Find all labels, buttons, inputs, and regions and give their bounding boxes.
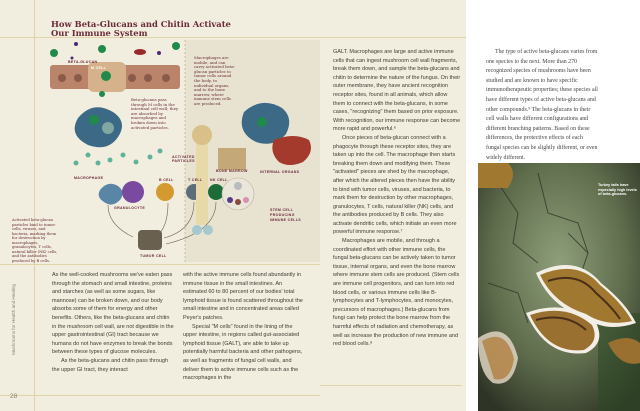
label-bone-marrow: BONE MARROW <box>216 169 248 173</box>
paragraph: with the active immune cells found abundantly in immune tissue in the small intestines. An estimated 60 to 80 percent of our bodies' total lymphoid tissue is found scattered throughout the small intestine and in concentrated areas called Peyer's patches. <box>183 272 303 321</box>
label-nk-cell: NK CELL <box>210 178 228 182</box>
paragraph: Special "M cells" found in the lining of the upper intestine, in regions called gut-associated lymphoid tissue (GALT), are able to take up potentially harmful bacteria and other pathogens, as well as fragments of fungal cell walls, and deliver them to active immune cells such as the macrophages in the <box>183 323 303 382</box>
immune-diagram <box>12 40 320 263</box>
paragraph: Macrophages are mobile, and through a coordinated effort with other immune cells, the fungal beta-glucans can be actively taken to tumor tissue, internal organs, and even the bone marrow where immune stem cells are produced. (Stem cells are immune cell progenitors, and can turn into red blood cells, or various immune cells like B-lymphocytes and T-lymphocytes, and monocytes, precursors of macrophages.) Beta-glucans from fungi can help protect the bone marrow from the harmful effects of radiation and chemotherapy, as well as increase the production of new immune and red blood cells.⁸ <box>333 238 460 348</box>
turkey-tail-photo <box>478 163 640 411</box>
right-page-text <box>486 48 598 163</box>
figure-title <box>51 20 231 38</box>
running-head: Mushrooms for Health and Healing <box>11 284 16 355</box>
label-macrophage: MACROPHAGE <box>74 176 104 180</box>
paragraph: The type of active beta-glucans varies from one species to the next. More than 270 recognized species of mushrooms have been studied and are known to have specific immunotherapeutic properties; these species all have different types of active beta-glucans and other compounds.⁹ The beta-glucans in their cell walls have different configurations and different branching patterns. Based on these differences, the protective effects of each fungal species can be slightly different, or even widely different. <box>486 49 598 161</box>
paragraph: Once pieces of beta-glucan connect with a phagocyte through these receptor sites, they are taken up into the cell. The macrophage then starts breaking them down and modifying them. These "activated" pieces are shed by the macrophage, after which the altered pieces then have the ability to bind with tumor cells, viruses, and bacteria, to mark them for destruction by other macrophages, granulocytes, T cells, natural killer (NK) cells, and the antibodies produced by B cells. They also activate dendritic cells, which initiate an even more powerful immune response.⁷ <box>333 134 457 236</box>
bottom-text-col-2 <box>183 271 306 383</box>
label-tumor-cell: TUMOR CELL <box>140 254 167 258</box>
column-bottom-rule <box>320 385 462 386</box>
margin-rule <box>34 0 35 411</box>
macrophage-main <box>75 107 122 147</box>
intestinal-wall <box>50 62 180 92</box>
bottom-text-col-1 <box>52 271 175 374</box>
activated-particles <box>74 149 163 166</box>
photo-caption: Turkey tails have especially high levels of beta-glucans. <box>598 183 637 197</box>
label-t-cell: T CELL <box>188 178 203 182</box>
label-stem-cell: STEM CELL PRODUCING IMMUNE CELLS <box>270 208 301 222</box>
label-internal-organs: INTERNAL ORGANS <box>260 170 300 174</box>
paragraph: As the beta-glucans and chitin pass through the upper GI tract, they interact <box>52 357 169 373</box>
mushroom-photo <box>478 163 640 411</box>
paragraph: As the well-cooked mushrooms we've eaten pass through the stomach and small intestine, proteins and starches (as well as some sugars, like mannose) can be broken down, and our body absorbs some of them for energy and other benefits. Others, like the beta-glucans and chitin in the mushroom cell wall, are not digestible in the upper gastrointestinal (GI) tract because we humans do not have enzymes to break the bonds between these types of glucose molecules. <box>52 272 174 356</box>
label-activated-particles: ACTIVATED PARTICLES <box>172 155 195 163</box>
paragraph: GALT. Macrophages are large and active immune cells that can ingest mushroom cell wall fragments, break them down, and sample the beta-glucans and chitin to determine the nature of the fungus. On their outer membrane, they have ancient recognition receptor sites, found in all animals, which allow them to connect with the beta-glucans, in some cases, "recognizing" them based on prior exposure. With recognition, our immune response can become more rapid and powerful.⁶ <box>333 49 461 133</box>
label-b-cell: B CELL <box>159 178 174 182</box>
label-m-cell: M CELL <box>91 66 107 70</box>
granulocyte-cell <box>122 181 144 203</box>
nk-cell <box>208 184 224 200</box>
label-granulocyte: GRANULOCYTE <box>114 206 146 210</box>
note-m-cells: Beta-glucans pass through M cells in the intestinal cell wall; they are absorbed by macrophages and broken down into activated particles. <box>131 97 179 130</box>
note-activated: Activated beta-glucan particles bind to tumor cells, viruses, and bacteria, marking them for destruction by macrophages, granulocytes, T cells, natural killer (NK) cells, and the antibodies produced by B cells. <box>12 218 58 263</box>
bone-marrow-sample <box>218 148 246 170</box>
bottom-rule <box>0 395 320 396</box>
page-number: 28 <box>10 393 18 400</box>
macrophage-cell <box>99 184 123 205</box>
title-line-1: How Beta-Glucans and Chitin Activate <box>51 19 231 29</box>
title-line-2: Our Immune System <box>51 28 148 38</box>
label-beta-glucan: BETA-GLUCAN <box>68 60 98 64</box>
b-cell <box>156 183 174 201</box>
note-mobile: Macrophages are mobile, and can carry activated beta-glucan particles to tumor cells around the body, to individual organs, and to the bone marrow, where immune stem cells are produced. <box>194 55 236 106</box>
right-column-text <box>333 48 461 349</box>
tumor-cell <box>138 230 162 250</box>
diagram-illustration <box>48 40 320 262</box>
bacterium <box>134 49 146 55</box>
figure-bottom-rule <box>0 264 320 265</box>
